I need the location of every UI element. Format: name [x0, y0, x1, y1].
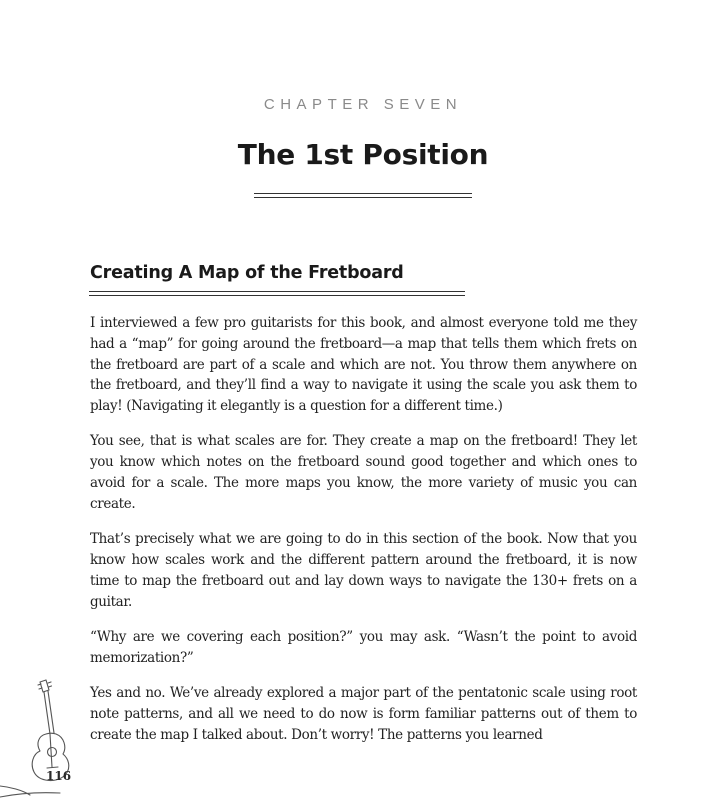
body-text	[90, 313, 637, 760]
paragraph-1: I interviewed a few pro guitarists for this book, and almost everyone told me they had a “map” for going around the fretboard—a map that tells them which frets on the fretboard are part of a scale and which are not. You throw them anywhere on the fretboard, and they’ll find a way to navigate it using the scale you ask them to play! (Navigating it elegantly is a question for a different time.)	[90, 315, 637, 415]
chapter-title: The 1st Position	[237, 138, 489, 171]
paragraph-2: You see, that is what scales are for. They create a map on the fretboard! They let you know which notes on the fretboard sound good together and which ones to avoid for a scale. The more maps you know, the more variety of music you can create.	[90, 433, 637, 512]
paragraph-4: “Why are we covering each position?” you may ask. “Wasn’t the point to avoid memorization?”	[90, 628, 637, 666]
paragraph-3: That’s precisely what we are going to do in this section of the book. Now that you know how scales work and the different pattern around the fretboard, it is now time to map the fretboard out and lay down ways to navigate the 130+ frets on a guitar.	[90, 531, 637, 610]
section-rule-top	[89, 291, 465, 292]
section-rule-bottom	[89, 295, 465, 296]
chapter-label: CHAPTER SEVEN	[263, 96, 463, 113]
paragraph-5: Yes and no. We’ve already explored a major part of the pentatonic scale using root note patterns, and all we need to do now is form familiar patterns out of them to create the map I talked about. Don’t worry! The patterns you learned	[90, 684, 637, 743]
section-heading: Creating A Map of the Fretboard	[90, 263, 404, 283]
title-rule-bottom	[254, 197, 472, 198]
title-rule-top	[254, 193, 472, 194]
page-number: 116	[46, 769, 72, 783]
